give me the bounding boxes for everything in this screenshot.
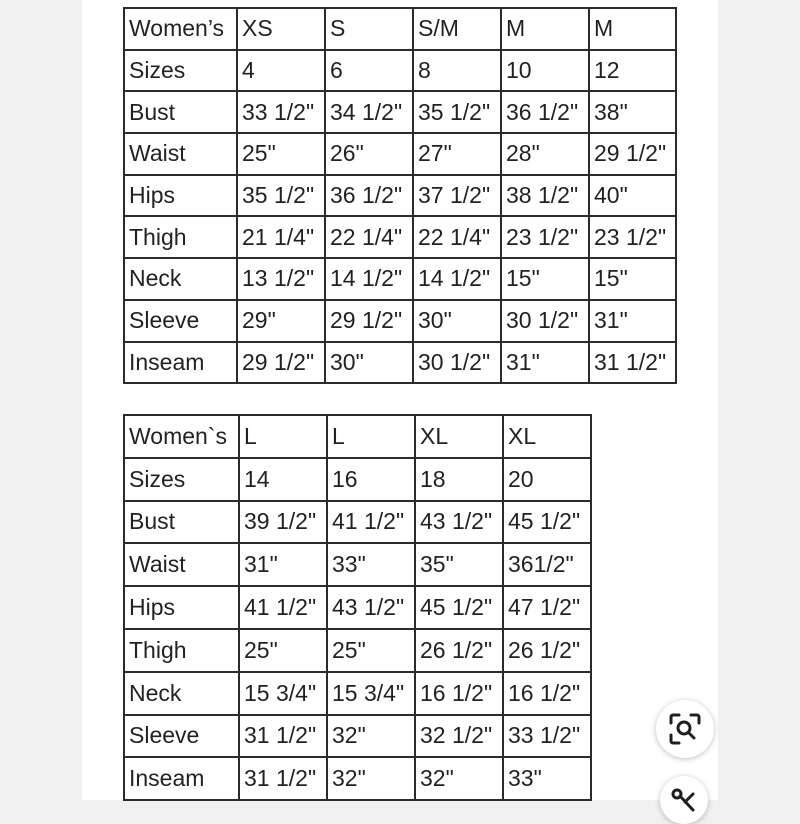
table-row bbox=[124, 133, 676, 175]
table-cell: 39 1/2" bbox=[239, 501, 327, 544]
table-cell: 34 1/2" bbox=[325, 91, 413, 133]
row-label-cell: Bust bbox=[124, 501, 239, 544]
row-label-cell: Waist bbox=[124, 133, 237, 175]
table-row bbox=[124, 91, 676, 133]
table-cell: 28" bbox=[501, 133, 589, 175]
table-cell: 25" bbox=[239, 629, 327, 672]
row-label-cell: Neck bbox=[124, 672, 239, 715]
table-row bbox=[124, 216, 676, 258]
table-row bbox=[124, 50, 676, 92]
table-cell: 8 bbox=[413, 50, 501, 92]
table-row bbox=[124, 715, 591, 758]
table-cell: 14 1/2" bbox=[413, 258, 501, 300]
table-cell: 35 1/2" bbox=[237, 175, 325, 217]
size-chart-table-1 bbox=[123, 7, 677, 384]
table-cell: 361/2" bbox=[503, 543, 591, 586]
table-cell: 33" bbox=[327, 543, 415, 586]
table-cell: 14 1/2" bbox=[325, 258, 413, 300]
table-cell: 31" bbox=[239, 543, 327, 586]
table-cell: 30 1/2" bbox=[501, 300, 589, 342]
table-row bbox=[124, 629, 591, 672]
table-cell: 15 3/4" bbox=[239, 672, 327, 715]
table-cell: 20 bbox=[503, 458, 591, 501]
table-cell: 38 1/2" bbox=[501, 175, 589, 217]
row-label-cell: Sizes bbox=[124, 458, 239, 501]
table-cell: 15 3/4" bbox=[327, 672, 415, 715]
table-row bbox=[124, 586, 591, 629]
table-cell: L bbox=[327, 415, 415, 458]
table-cell: 37 1/2" bbox=[413, 175, 501, 217]
table-cell: 22 1/4" bbox=[413, 216, 501, 258]
table-row bbox=[124, 342, 676, 384]
table-cell: 25" bbox=[237, 133, 325, 175]
table-cell: 29 1/2" bbox=[237, 342, 325, 384]
table-cell: 40" bbox=[589, 175, 676, 217]
table-cell: 36 1/2" bbox=[501, 91, 589, 133]
table-row bbox=[124, 757, 591, 800]
table-cell: 25" bbox=[327, 629, 415, 672]
row-label-cell: Waist bbox=[124, 543, 239, 586]
image-search-button[interactable] bbox=[656, 700, 714, 758]
table-cell: 13 1/2" bbox=[237, 258, 325, 300]
table-cell: 45 1/2" bbox=[503, 501, 591, 544]
table-cell: 43 1/2" bbox=[415, 501, 503, 544]
table-cell: 29 1/2" bbox=[325, 300, 413, 342]
table-cell: 43 1/2" bbox=[327, 586, 415, 629]
table-cell: 32" bbox=[327, 757, 415, 800]
table-row bbox=[124, 175, 676, 217]
row-label-cell: Thigh bbox=[124, 629, 239, 672]
row-label-cell: Sleeve bbox=[124, 715, 239, 758]
table-cell: 10 bbox=[501, 50, 589, 92]
table-cell: 31" bbox=[589, 300, 676, 342]
row-label-cell: Thigh bbox=[124, 216, 237, 258]
table-row bbox=[124, 672, 591, 715]
row-label-cell: Hips bbox=[124, 586, 239, 629]
table-cell: 32" bbox=[415, 757, 503, 800]
row-label-cell: Inseam bbox=[124, 342, 237, 384]
table-cell: 38" bbox=[589, 91, 676, 133]
table-cell: 22 1/4" bbox=[325, 216, 413, 258]
table-cell: 29 1/2" bbox=[589, 133, 676, 175]
header-row bbox=[124, 8, 676, 50]
table-cell: 23 1/2" bbox=[589, 216, 676, 258]
table-cell: 26 1/2" bbox=[503, 629, 591, 672]
row-label-cell: Sleeve bbox=[124, 300, 237, 342]
table-cell: 29" bbox=[237, 300, 325, 342]
table-cell: 33" bbox=[503, 757, 591, 800]
table-row bbox=[124, 300, 676, 342]
table-cell: 31 1/2" bbox=[239, 757, 327, 800]
table-cell: 31 1/2" bbox=[589, 342, 676, 384]
table-row bbox=[124, 543, 591, 586]
row-label-cell: Sizes bbox=[124, 50, 237, 92]
table-cell: 27" bbox=[413, 133, 501, 175]
header-row bbox=[124, 415, 591, 458]
table-cell: 15" bbox=[589, 258, 676, 300]
table-cell: 16 bbox=[327, 458, 415, 501]
table-cell: XS bbox=[237, 8, 325, 50]
image-search-icon bbox=[668, 712, 702, 746]
table-cell: M bbox=[501, 8, 589, 50]
table-cell: 23 1/2" bbox=[501, 216, 589, 258]
table-row bbox=[124, 258, 676, 300]
share-icon bbox=[669, 786, 699, 816]
table-cell: 47 1/2" bbox=[503, 586, 591, 629]
table-cell: 32" bbox=[327, 715, 415, 758]
row-label-cell: Hips bbox=[124, 175, 237, 217]
table-cell: XL bbox=[503, 415, 591, 458]
row-label-cell: Inseam bbox=[124, 757, 239, 800]
table-cell: 36 1/2" bbox=[325, 175, 413, 217]
table-row bbox=[124, 458, 591, 501]
table-cell: 21 1/4" bbox=[237, 216, 325, 258]
share-button[interactable] bbox=[660, 776, 708, 824]
table-cell: 41 1/2" bbox=[327, 501, 415, 544]
table-cell: L bbox=[239, 415, 327, 458]
row-label-cell: Women’s bbox=[124, 8, 237, 50]
table-cell: 31 1/2" bbox=[239, 715, 327, 758]
table-cell: 4 bbox=[237, 50, 325, 92]
table-cell: 30 1/2" bbox=[413, 342, 501, 384]
table-cell: 33 1/2" bbox=[237, 91, 325, 133]
table-cell: 26" bbox=[325, 133, 413, 175]
table-cell: 14 bbox=[239, 458, 327, 501]
table-cell: 30" bbox=[413, 300, 501, 342]
table-cell: 16 1/2" bbox=[503, 672, 591, 715]
row-label-cell: Neck bbox=[124, 258, 237, 300]
table-cell: 35 1/2" bbox=[413, 91, 501, 133]
table-cell: 35" bbox=[415, 543, 503, 586]
size-chart-table-2 bbox=[123, 414, 592, 801]
table-cell: 15" bbox=[501, 258, 589, 300]
table-cell: 30" bbox=[325, 342, 413, 384]
table-cell: 12 bbox=[589, 50, 676, 92]
table-cell: 6 bbox=[325, 50, 413, 92]
table-cell: XL bbox=[415, 415, 503, 458]
table-cell: 26 1/2" bbox=[415, 629, 503, 672]
table-cell: 45 1/2" bbox=[415, 586, 503, 629]
table-cell: 33 1/2" bbox=[503, 715, 591, 758]
table-cell: S/M bbox=[413, 8, 501, 50]
table-cell: M bbox=[589, 8, 676, 50]
row-label-cell: Bust bbox=[124, 91, 237, 133]
table-cell: 41 1/2" bbox=[239, 586, 327, 629]
table-row bbox=[124, 501, 591, 544]
table-cell: 18 bbox=[415, 458, 503, 501]
table-cell: 31" bbox=[501, 342, 589, 384]
row-label-cell: Women`s bbox=[124, 415, 239, 458]
table-cell: S bbox=[325, 8, 413, 50]
table-cell: 32 1/2" bbox=[415, 715, 503, 758]
table-cell: 16 1/2" bbox=[415, 672, 503, 715]
